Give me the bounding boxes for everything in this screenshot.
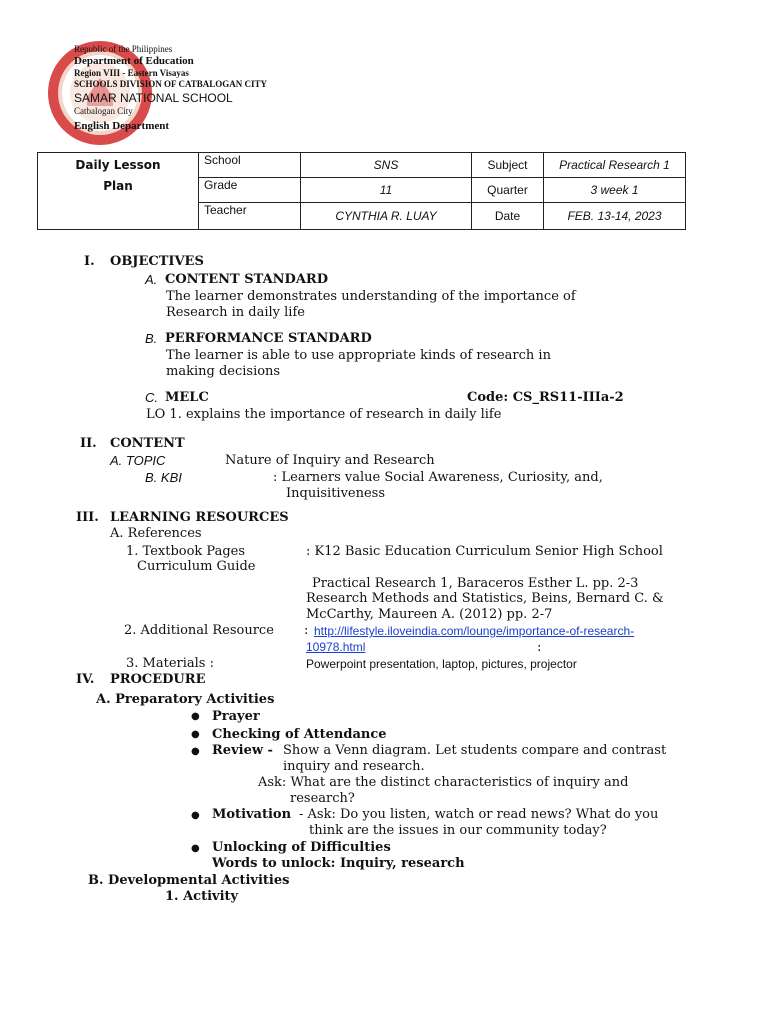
reference-line3: Research Methods and Statistics, Beins, Bernard C. &	[306, 591, 664, 606]
objectives-heading: OBJECTIVES	[110, 254, 204, 269]
motivation-text2: think are the issues in our community today?	[309, 823, 607, 838]
objectives-num: I.	[84, 254, 95, 269]
review-label: Review -	[212, 743, 273, 758]
performance-standard-letter: B.	[145, 331, 158, 346]
prayer-item: Prayer	[212, 709, 260, 724]
kbi-line1: : Learners value Social Awareness, Curiosity, and,	[273, 470, 603, 485]
resource-link-cont[interactable]: 10978.html	[306, 640, 366, 654]
school-name-text: SAMAR NATIONAL SCHOOL	[74, 91, 233, 105]
bullet-icon: ●	[191, 746, 200, 757]
region-text: Region VIII - Eastern Visayas	[74, 68, 189, 78]
reference-line2: Practical Research 1, Baraceros Esther L. pp. 2-3	[312, 576, 639, 591]
review-ask1: Ask: What are the distinct characteristics of inquiry and	[258, 775, 629, 790]
republic-text: Republic of the Philippines	[74, 44, 173, 54]
kbi-line2: Inquisitiveness	[286, 486, 386, 501]
resource-link[interactable]: http://lifestyle.iloveindia.com/lounge/importance-of-research-	[314, 624, 635, 638]
references-label: A. References	[110, 526, 202, 541]
teacher-value: CYNTHIA R. LUAY	[301, 203, 472, 230]
procedure-heading: PROCEDURE	[110, 672, 206, 687]
school-label: School	[199, 153, 301, 178]
content-num: II.	[80, 436, 97, 451]
textbook-pages-cont: Curriculum Guide	[137, 559, 256, 574]
quarter-value: 3 week 1	[544, 178, 686, 203]
title-line2: Plan	[103, 179, 133, 193]
content-standard-line1: The learner demonstrates understanding of the importance of	[166, 289, 576, 304]
department-text: Department of Education	[74, 55, 194, 67]
review-text2: inquiry and research.	[283, 759, 425, 774]
performance-standard-line2: making decisions	[166, 364, 281, 379]
materials-label: 3. Materials :	[126, 656, 214, 671]
additional-resource-colon: :	[304, 623, 309, 638]
city-text: Catbalogan City	[74, 106, 133, 116]
review-text1: Show a Venn diagram. Let students compare and contrast	[283, 743, 667, 758]
resources-heading: LEARNING RESOURCES	[110, 510, 289, 525]
subject-value: Practical Research 1	[544, 153, 686, 178]
additional-resource-colon2: :	[537, 640, 542, 655]
learning-objective: LO 1. explains the importance of research in daily life	[146, 407, 502, 422]
procedure-num: IV.	[76, 672, 95, 687]
quarter-label: Quarter	[472, 178, 544, 203]
performance-standard-line1: The learner is able to use appropriate kinds of research in	[166, 348, 551, 363]
title-line1: Daily Lesson	[75, 158, 161, 172]
school-value: SNS	[301, 153, 472, 178]
attendance-item: Checking of Attendance	[212, 727, 387, 742]
developmental-heading: B. Developmental Activities	[88, 873, 290, 888]
bullet-icon: ●	[191, 711, 200, 722]
topic-value: Nature of Inquiry and Research	[225, 453, 435, 468]
division-text: SCHOOLS DIVISION OF CATBALOGAN CITY	[74, 79, 268, 89]
additional-resource-label: 2. Additional Resource	[124, 623, 274, 638]
topic-label: A. TOPIC	[110, 453, 166, 468]
date-value: FEB. 13-14, 2023	[544, 203, 686, 230]
content-standard-line2: Research in daily life	[166, 305, 305, 320]
words-to-unlock: Words to unlock: Inquiry, research	[212, 856, 465, 871]
preparatory-heading: A. Preparatory Activities	[96, 692, 275, 707]
lesson-info-table	[37, 152, 686, 230]
kbi-label: B. KBI	[145, 470, 182, 485]
english-department-text: English Department	[74, 120, 170, 132]
grade-label: Grade	[199, 178, 301, 203]
reference-line4: McCarthy, Maureen A. (2012) pp. 2-7	[306, 607, 553, 622]
teacher-label: Teacher	[199, 203, 301, 230]
melc-code: Code: CS_RS11-IIIa-2	[467, 390, 624, 405]
resources-num: III.	[76, 510, 99, 525]
motivation-text1: - Ask: Do you listen, watch or read news? What do you	[299, 807, 659, 822]
table-title	[38, 153, 199, 230]
date-label: Date	[472, 203, 544, 230]
melc-title: MELC	[165, 390, 209, 405]
review-ask2: research?	[290, 791, 355, 806]
bullet-icon: ●	[191, 810, 200, 821]
textbook-pages-label: 1. Textbook Pages	[126, 544, 246, 559]
content-heading: CONTENT	[110, 436, 185, 451]
motivation-label: Motivation	[212, 807, 292, 822]
bullet-icon: ●	[191, 729, 200, 740]
activity-item: 1. Activity	[165, 889, 239, 904]
grade-value: 11	[301, 178, 472, 203]
textbook-pages-value: : K12 Basic Education Curriculum Senior High School	[306, 544, 663, 559]
content-standard-title: CONTENT STANDARD	[165, 272, 328, 287]
subject-label: Subject	[472, 153, 544, 178]
materials-value: Powerpoint presentation, laptop, pictures, projector	[306, 657, 577, 671]
content-standard-letter: A.	[145, 272, 158, 287]
bullet-icon: ●	[191, 843, 200, 854]
unlocking-item: Unlocking of Difficulties	[212, 840, 391, 855]
performance-standard-title: PERFORMANCE STANDARD	[165, 331, 372, 346]
melc-letter: C.	[145, 390, 158, 405]
